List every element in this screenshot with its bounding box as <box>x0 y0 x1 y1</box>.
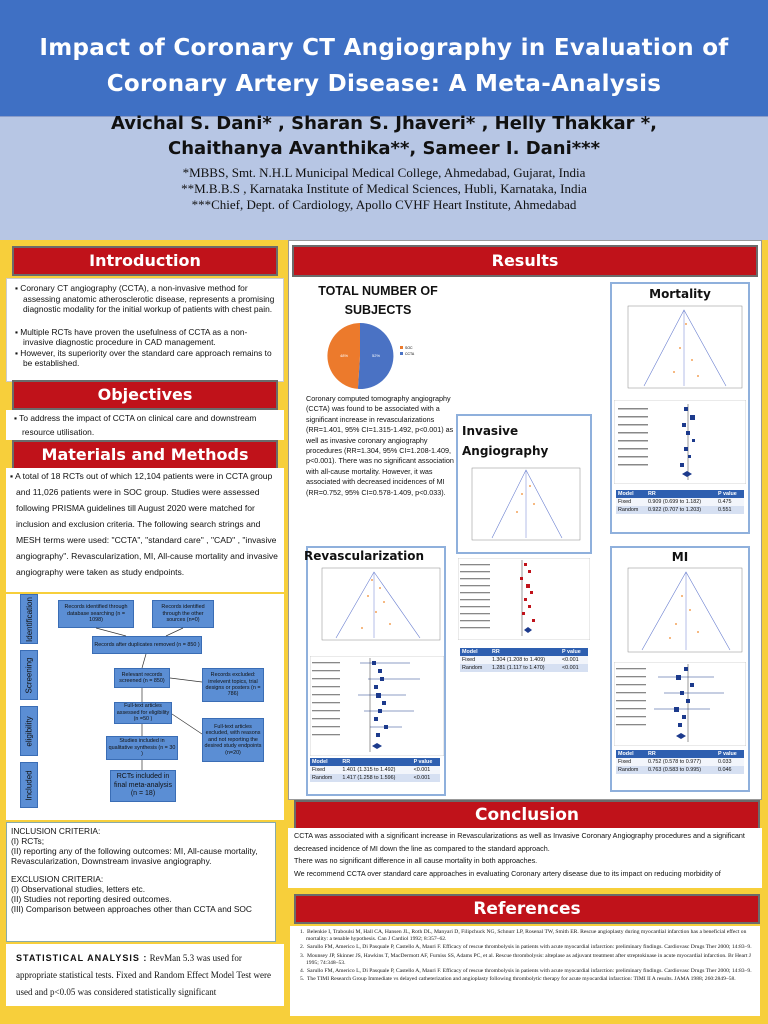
affiliation-1: *MBBS, Smt. N.H.L Municipal Medical College, Ahmedabad, Gujarat, India <box>182 165 586 180</box>
exclusion-item: (I) Observational studies, letters etc. <box>11 884 146 894</box>
pie-legend-soc: SOC <box>405 346 413 350</box>
prisma-box-fulltext: Full-text articles assessed for eligibility (n =50 ) <box>114 702 172 724</box>
results-heading: Results <box>292 245 758 277</box>
prisma-box-excluded: Records excluded: irrelevent topics, trial designs or posters (n = 786) <box>202 668 264 702</box>
mortality-table: Model RR P value Fixed 0.909 (0.699 to 1.182) 0.475 Random 0.922 (0.707 to 1.203) 0.551 <box>616 490 744 514</box>
affiliation-3: ***Chief, Dept. of Cardiology, Apollo CVHF Heart Institute, Ahmedabad <box>191 197 577 212</box>
objectives-heading: Objectives <box>12 380 278 410</box>
revascularization-funnel-plot <box>310 566 444 652</box>
affiliation-2: **M.B.B.S , Karnataka Institute of Medical Sciences, Hubli, Karnataka, India <box>181 181 587 196</box>
mortality-title: Mortality <box>649 287 711 301</box>
mortality-funnel-plot <box>614 304 746 394</box>
mi-funnel-plot <box>614 566 746 658</box>
intro-bullet: ▪ Multiple RCTs have proven the usefulness of CCTA as a non-invasive diagnostic procedure in CAD management. <box>15 326 248 347</box>
mi-forest-plot <box>614 662 746 746</box>
prisma-tab-eligibility: eligibility <box>20 706 38 756</box>
revascularization-title: Revascularization <box>304 549 425 563</box>
conclusion-heading: Conclusion <box>294 800 760 830</box>
criteria-box <box>6 822 276 942</box>
prisma-tab-identification: Identification <box>20 594 38 644</box>
stat-text: RevMan 5.3 was used for appropriate statistical tests. Fixed and Random Effect Model Test were used and p<0.05 was considered statistically significant <box>16 953 271 997</box>
revascularization-table: Model RR P value Fixed 1.401 (1.315 to 1.492) <0.001 Random 1.417 (1.258 to 1.596) <0.001 <box>310 758 440 782</box>
mortality-forest-plot <box>614 400 746 484</box>
authors-line-1: Avichal S. Dani* , Sharan S. Jhaveri* , Helly Thakkar *, <box>110 113 658 134</box>
prisma-flow <box>6 594 284 820</box>
objectives-box <box>6 410 284 440</box>
invasive-angiography-table: Model RR P value Fixed 1.304 (1.208 to 1.409) <0.001 Random 1.281 (1.117 to 1.470) <0.001 <box>460 648 588 672</box>
revascularization-forest-plot <box>310 656 444 756</box>
prisma-box-final: RCTs included in final meta-analysis (n = 18) <box>110 770 176 802</box>
total-subjects-title: TOTAL NUMBER OF SUBJECTS <box>318 284 438 317</box>
authors-band <box>0 113 768 240</box>
prisma-arrows <box>6 594 284 820</box>
objective-item: ▪ To address the impact of CCTA on clinical care and downstream resource utilisation. <box>14 413 257 437</box>
mi-table: Model RR P value Fixed 0.752 (0.578 to 0.977) 0.033 Random 0.763 (0.583 to 0.995) 0.046 <box>616 750 744 774</box>
reference-item: 2. Sarullo FM, Americo L, Di Pasquale P, Castello A, Mauri F. Efficacy of rescue thrombolysis in patients with acute myocardial infarction: preliminary findings. Cardiovasc Drugs Ther 2000; 14:83–9. <box>300 944 752 951</box>
inclusion-item: (II) reporting any of the following outcomes: MI, All-cause mortality, Revascularization, Downstream invasive angiography. <box>11 846 258 866</box>
poster-title: Impact of Coronary CT Angiography in Evaluation of Coronary Artery Disease: A Meta-Analysis <box>39 35 729 97</box>
invasive-angiography-title: Invasive Angiography <box>462 424 549 458</box>
conclusion-line: CCTA was associated with a significant increase in Revascularizations as well as Invasive Coronary Angiography procedures and a significant decreased incidence of MI down the line as compared to the standard approach. <box>294 831 745 853</box>
invasive-funnel-plot <box>462 464 586 548</box>
intro-bullet: ▪ Coronary CT angiography (CCTA), a non-invasive method for assessing anatomic atherosclerotic disease, represents a promising diagnostic modality for the initial workup of patients with chest pain. <box>15 283 275 314</box>
subjects-pie-chart <box>320 320 430 392</box>
prisma-box-other-sources: Records identified through the other sources (n=0) <box>152 600 214 628</box>
results-summary: Coronary computed tomography angiography (CCTA) was found to be associated with a significant increase in revascularizations (RR=1.401, 95% CI=1.315-1.492, p<0.001) as well as invasive coronary angiography procedures (RR=1.304, 95% CI=1.208-1.409, p<0.001). There was no significant association with all-cause mortality. However, it was associated with decreased incidences of MI (RR=0.752, 95% CI=0.578-1.409, p<0.033). <box>306 394 454 497</box>
conclusion-line: There was no significant difference in all cause mortality in both approaches. <box>294 856 538 866</box>
conclusion-line: We recommend CCTA over standard care approaches in evaluating Coronary artery disease due to its impact on reducing morbidity of <box>294 868 721 878</box>
prisma-box-fulltext-excluded: Full-text articles excluded, with reasons and not reporting the desired study endpoints (n=20) <box>202 718 264 762</box>
reference-item: 3. Mounsey JP, Skinner JS, Hawkins T, MacDermott AF, Furniss SS, Adams PC, et al. Rescue thrombolysis: alteplase as adjuvant treatment after streptokinase in acute myocardial infarction. Br Heart J 1995; 74:348–53. <box>300 952 751 966</box>
introduction-box <box>6 278 284 382</box>
methods-text: A total of 18 RCTs out of which 12,104 patients were in CCTA group and 11,026 patients were in SOC group. Studies were assessed following PRISMA guidelines till August 2020 were matched for inclusion and exclusion criteria. The following search strings and MESH terms were used: "CCTA", "standard care" , "CAD" , "invasive angiography". Revascularization, MI, All-cause mortality and invasive angiography were taken as study endpoints. <box>14 471 278 577</box>
prisma-box-screened: Relevant records screened (n = 850) <box>114 668 170 688</box>
reference-item: 4. Sarullo FM, Americo L, Di Pasquale P, Castello A, Mauri F. Efficacy of rescue thrombolysis in patients with acute myocardial infarction: preliminary findings. Cardiovasc Drugs Ther 2000; 14:83–9. <box>300 968 752 975</box>
pie-label-ccta: 52% <box>372 353 381 358</box>
methods-box: ▪ A total of 18 RCTs out of which 12,104 patients were in CCTA group and 11,026 patients were in SOC group. Studies were assessed following PRISMA guidelines till August 2020 were matched for inclusion and exclusion criteria. The following search strings and MESH terms were used: "CCTA", "standard care" , "CAD" , "invasive angiography". Revascularization, MI, All-cause mortality and invasive angiography were taken as study endpoints. <box>6 468 284 592</box>
mi-title: MI <box>671 550 689 564</box>
prisma-box-database: Records identified through database searching (n = 1098) <box>58 600 134 628</box>
inclusion-title: INCLUSION CRITERIA: <box>11 826 101 836</box>
reference-item: 1. Belenkie I, Traboulsi M, Hall CA, Hansen JL, Roth DL, Manyari D, Filipchuck NG, Schnurr LP, Rosenal TW, Smith ER. Rescue angioplasty during myocardial infarction has a beneficial effect on mortality: a tenable hypothesis. Can J Cardiol 1992; 8:357–62. <box>300 929 747 943</box>
prisma-box-qualitative: Studies included in qualitative synthesis (n = 30 ) <box>106 736 178 760</box>
pie-label-soc: 48% <box>340 353 349 358</box>
methods-heading: Materials and Methods <box>12 440 278 470</box>
reference-item: 5. The TIMI Research Group Immediate vs delayed catheterization and angioplasty following thrombolytic therapy for acute myocardial infarction: TIMI II A results. JAMA 1988; 260:2849–58. <box>300 976 736 983</box>
prisma-tab-screening: Screening <box>20 650 38 700</box>
invasive-forest-plot <box>458 558 590 640</box>
references-box <box>290 926 760 1016</box>
references-heading: References <box>294 894 760 924</box>
prisma-tab-included: Included <box>20 762 38 808</box>
authors-line-2: Chaithanya Avanthika**, Sameer I. Dani*** <box>167 138 601 159</box>
inclusion-item: (I) RCTs; <box>11 836 45 846</box>
intro-bullet: ▪ However, its superiority over the standard care approach remains to be established. <box>15 347 272 368</box>
statistical-analysis-box <box>6 944 284 1006</box>
conclusion-box <box>288 828 762 888</box>
exclusion-item: (III) Comparison between approaches other than CCTA and SOC <box>11 904 252 914</box>
stat-label: STATISTICAL ANALYSIS : <box>16 953 148 963</box>
introduction-heading: Introduction <box>12 246 278 276</box>
prisma-box-duplicates: Records after duplicates removed (n = 850 ) <box>92 636 202 654</box>
exclusion-title: EXCLUSION CRITERIA: <box>11 874 104 884</box>
pie-legend-ccta: CCTA <box>405 352 415 356</box>
exclusion-item: (II) Studies not reporting desired outcomes. <box>11 894 172 904</box>
title-banner <box>0 0 768 116</box>
